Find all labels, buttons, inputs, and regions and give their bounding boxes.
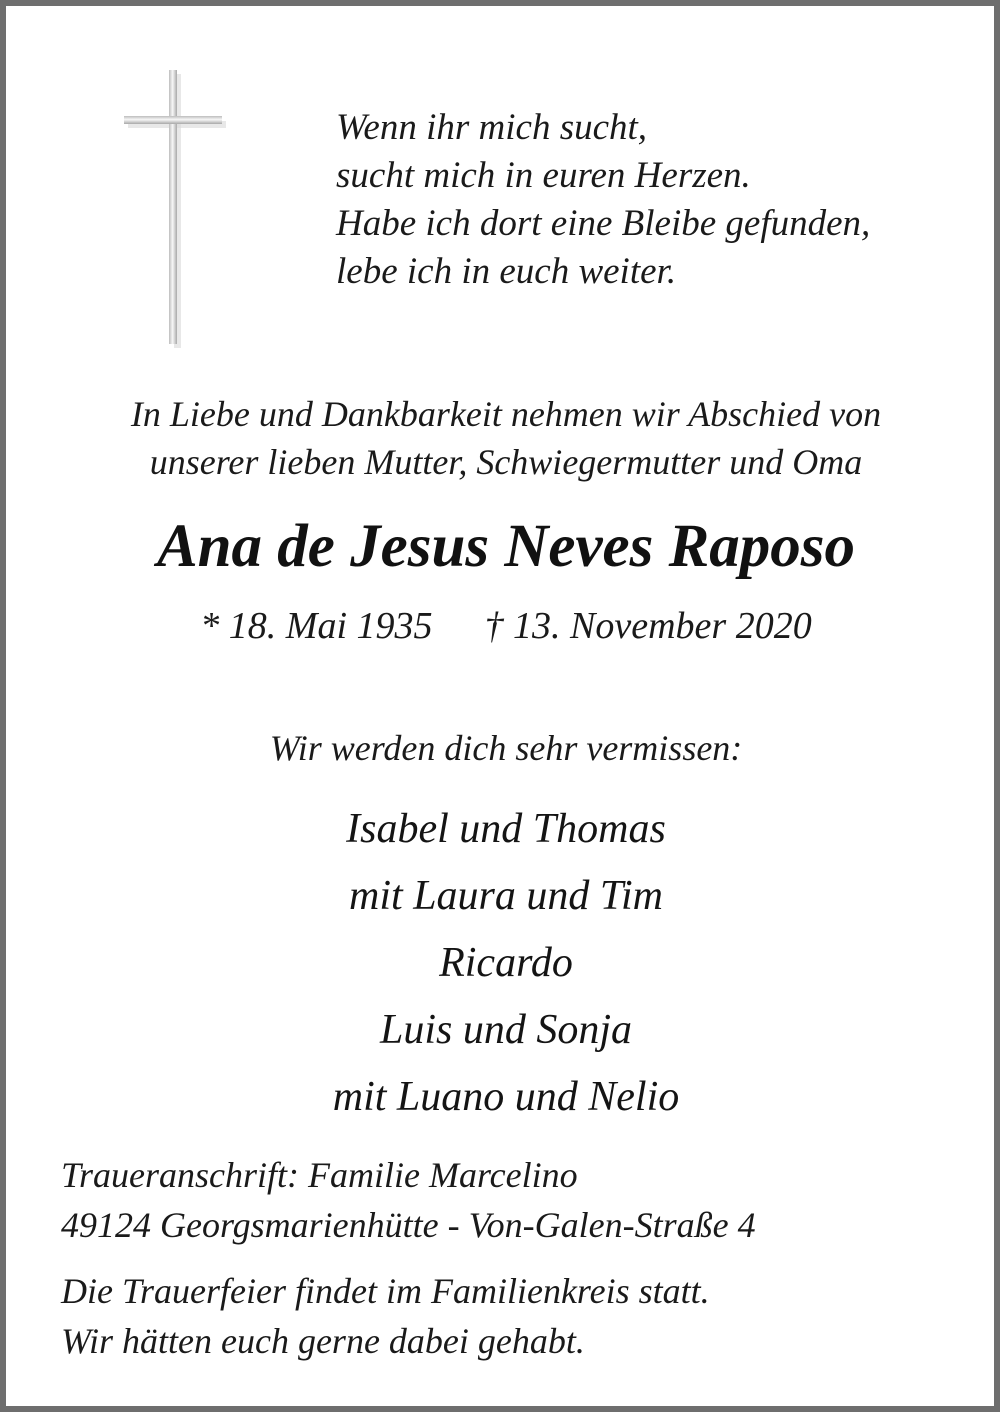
address-line: 49124 Georgsmarienhütte - Von-Galen-Straße 4 bbox=[61, 1205, 756, 1245]
mourner-name: mit Luano und Nelio bbox=[332, 1074, 680, 1120]
mourning-address bbox=[61, 1150, 756, 1250]
life-dates bbox=[6, 602, 1000, 650]
farewell-intro bbox=[6, 390, 1000, 486]
note-line: Wir hätten euch gerne dabei gehabt. bbox=[61, 1321, 585, 1361]
poem bbox=[336, 104, 870, 296]
mourners-heading: Wir werden dich sehr vermissen: bbox=[269, 728, 743, 768]
intro-line: In Liebe und Dankbarkeit nehmen wir Abschied von bbox=[130, 394, 882, 434]
poem-line: lebe ich in euch weiter. bbox=[336, 251, 677, 292]
cross-icon bbox=[118, 68, 228, 348]
funeral-note bbox=[61, 1266, 710, 1366]
deceased-name: Ana de Jesus Neves Raposo bbox=[156, 513, 856, 580]
poem-line: Wenn ihr mich sucht, bbox=[336, 107, 648, 148]
mourners-list bbox=[6, 796, 1000, 1131]
note-line: Die Trauerfeier findet im Familienkreis statt. bbox=[61, 1271, 710, 1311]
mourner-name: Luis und Sonja bbox=[379, 1007, 633, 1053]
poem-line: Habe ich dort eine Bleibe gefunden, bbox=[336, 203, 871, 244]
birth-date: * 18. Mai 1935 bbox=[200, 605, 433, 647]
intro-line: unserer lieben Mutter, Schwiegermutter und Oma bbox=[149, 442, 863, 482]
mourner-name: Isabel und Thomas bbox=[346, 806, 666, 852]
address-line: Traueranschrift: Familie Marcelino bbox=[61, 1155, 578, 1195]
death-date: † 13. November 2020 bbox=[484, 605, 812, 647]
mourner-name: Ricardo bbox=[439, 940, 573, 986]
mourner-name: mit Laura und Tim bbox=[349, 873, 663, 919]
poem-line: sucht mich in euren Herzen. bbox=[336, 155, 751, 196]
